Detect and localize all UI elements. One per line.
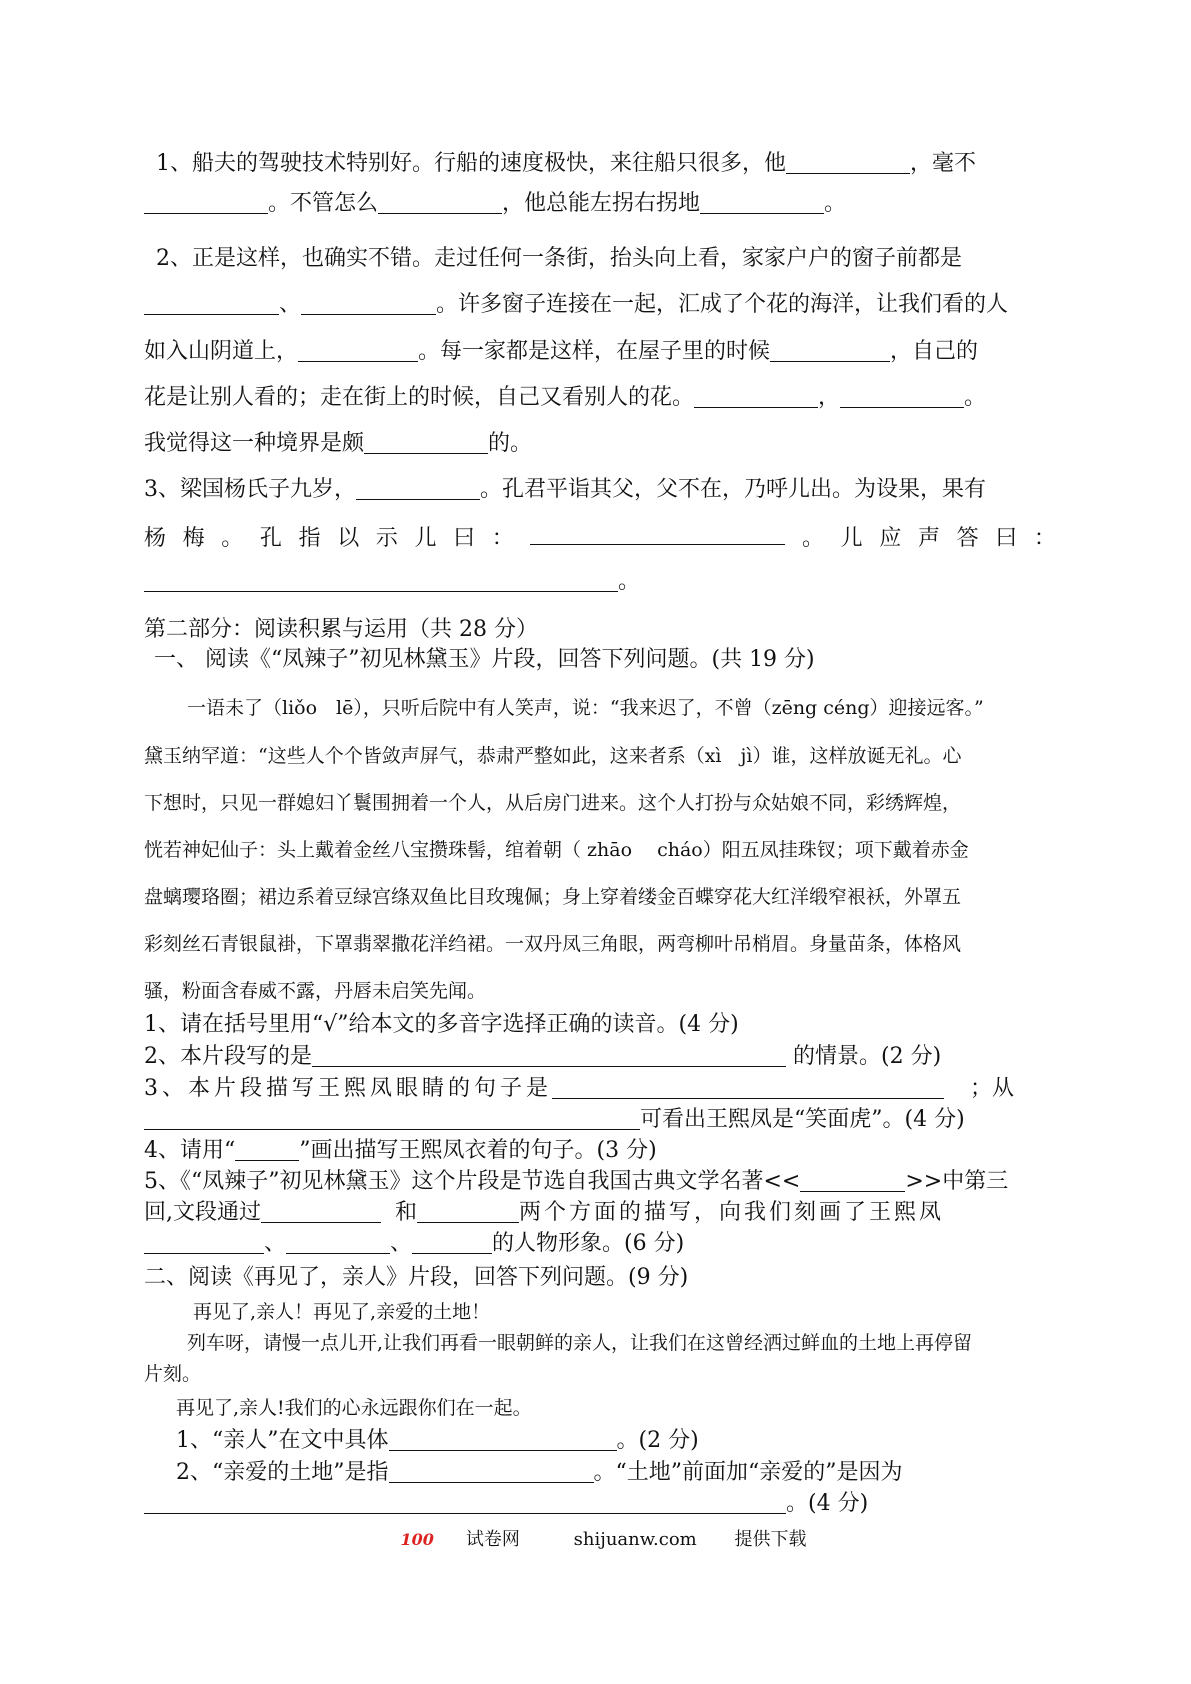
s1-question-4: 4、请用“ ”画出描写王熙凤衣着的句子。(3 分) [144,1138,657,1163]
s1-question-1: 1、请在括号里用“√”给本文的多音字选择正确的读音。(4 分) [144,1012,739,1037]
section2-title: 二、阅读《再见了，亲人》片段，回答下列问题。(9 分) [144,1265,689,1290]
passage2-line: 再见了,亲人!我们的心永远跟你们在一起。 [176,1397,532,1419]
s1-question-2: 2、本片段写的是 的情景。(2 分) [144,1044,942,1069]
q2-line4: 花是让别人看的；走在街上的时候，自己又看别人的花。 ， 。 [144,385,987,410]
answer-blank[interactable] [378,191,502,214]
part2-header: 第二部分：阅读积累与运用（共 28 分） [144,617,538,642]
answer-blank[interactable] [144,191,268,214]
answer-blank[interactable] [786,151,910,174]
s1-question-5-line3: 、 、 的人物形象。(6 分) [144,1230,1056,1258]
answer-blank[interactable] [694,385,818,408]
q2-line5: 我觉得这一种境界是颇 的。 [144,431,533,456]
answer-blank[interactable] [286,1231,390,1254]
passage1-line: 盘螭璎珞圈；裙边系着豆绿宫绦双鱼比目玫瑰佩；身上穿着缕金百蝶穿花大红洋缎窄裉袄，外罩五 [144,886,962,908]
answer-blank[interactable] [144,1231,264,1254]
s2-question-2-line2: 。(4 分) [144,1490,1056,1518]
answer-blank[interactable] [389,1460,594,1483]
q1-line1: 1、船夫的驾驶技术特别好。行船的速度极快，来往船只很多，他 ，毫不 [156,151,977,176]
passage1-line: 骚，粉面含春威不露，丹唇未启笑先闻。 [144,980,487,1002]
passage1-line: 彩刻丝石青银鼠褂，下罩翡翠撒花洋绉裙。一双丹凤三角眼，两弯柳叶吊梢眉。身量苗条，体格风 [144,933,962,955]
answer-blank[interactable] [417,1200,519,1223]
passage2-line: 片刻。 [144,1363,202,1385]
answer-blank[interactable] [800,1169,905,1192]
s2-question-1: 1、“亲人”在文中具体 。(2 分) [176,1428,699,1453]
answer-blank[interactable] [770,339,890,362]
q1-line2: 。不管怎么 ，他总能左拐右拐地 。 [144,190,1056,218]
s1-question-5-line1: 5、《“凤辣子”初见林黛玉》这个片段是节选自我国古典文学名著<< >>中第三 [144,1169,1009,1194]
answer-blank[interactable] [412,1231,492,1254]
passage1-line: 一语未了（liǒo lē），只听后院中有人笑声，说：“我来迟了，不曾（zēng céng）迎接远客。” [187,697,984,719]
s1-question-3-line1: 3、本片段描写王熙凤眼睛的句子是 ；从 [144,1076,1015,1101]
q2-line3: 如入山阴道上， 。每一家都是这样，在屋子里的时候 ，自己的 [144,339,979,364]
section1-title: 一、 阅读《“凤辣子”初见林黛玉》片段，回答下列问题。(共 19 分) [154,647,815,672]
q3-line1: 3、梁国杨氏子九岁， 。孔君平诣其父，父不在，乃呼儿出。为设果，果有 [144,477,987,502]
passage2-line: 再见了,亲人！再见了,亲爱的土地！ [193,1301,491,1323]
answer-blank[interactable] [298,339,418,362]
answer-blank[interactable] [552,1076,944,1099]
answer-blank[interactable] [301,292,436,315]
download-note: 提供下载 [734,1529,807,1550]
answer-blank[interactable] [356,477,480,500]
answer-blank[interactable] [144,569,618,592]
passage2-line: 列车呀，请慢一点儿开,让我们再看一眼朝鲜的亲人，让我们在这曾经洒过鲜血的土地上再停留 [187,1332,973,1354]
s1-question-3-line2: 可看出王熙凤是“笑面虎”。(4 分) [144,1106,1056,1134]
q3-line3: 。 [144,568,1056,596]
answer-blank[interactable] [261,1200,381,1223]
answer-blank[interactable] [840,385,964,408]
site-url[interactable]: shijuanw.com [573,1529,697,1550]
q2-line1: 2、正是这样，也确实不错。走过任何一条街，抬头向上看，家家户户的窗子前都是 [156,246,962,271]
answer-blank[interactable] [144,1107,640,1130]
site-logo: 100 试卷网 [400,1529,520,1550]
s2-question-2-line1: 2、“亲爱的土地”是指 。“土地”前面加“亲爱的”是因为 [176,1460,903,1485]
answer-blank[interactable] [530,522,785,545]
q3-line2: 杨 梅 。 孔 指 以 示 儿 曰 ： 。 儿 应 声 答 曰 ： [144,522,1056,553]
passage1-line: 下想时，只见一群媳妇丫鬟围拥着一个人，从后房门进来。这个人打扮与众姑娘不同，彩绣辉煌， [144,792,962,814]
passage1-line: 恍若神妃仙子：头上戴着金丝八宝攒珠髻，绾着朝（ zhāo cháo）阳五凤挂珠钗；项下戴着赤金 [144,839,969,861]
answer-blank[interactable] [700,191,824,214]
answer-blank[interactable] [312,1044,786,1067]
footer [0,1527,1191,1553]
s1-question-5-line2: 回,文段通过 和 两个方面的描写，向我们刻画了王熙凤 [144,1200,945,1225]
answer-blank[interactable] [144,1491,786,1514]
answer-blank[interactable] [144,292,279,315]
passage1-line: 黛玉纳罕道：“这些人个个皆敛声屏气，恭肃严整如此，这来者系（xì jì）谁，这样放诞无礼。心 [144,745,962,767]
answer-blank[interactable] [364,431,488,454]
answer-blank[interactable] [235,1138,299,1161]
q2-line2: 、 。许多窗子连接在一起，汇成了个花的海洋，让我们看的人 [144,291,1056,319]
answer-blank[interactable] [389,1428,617,1451]
